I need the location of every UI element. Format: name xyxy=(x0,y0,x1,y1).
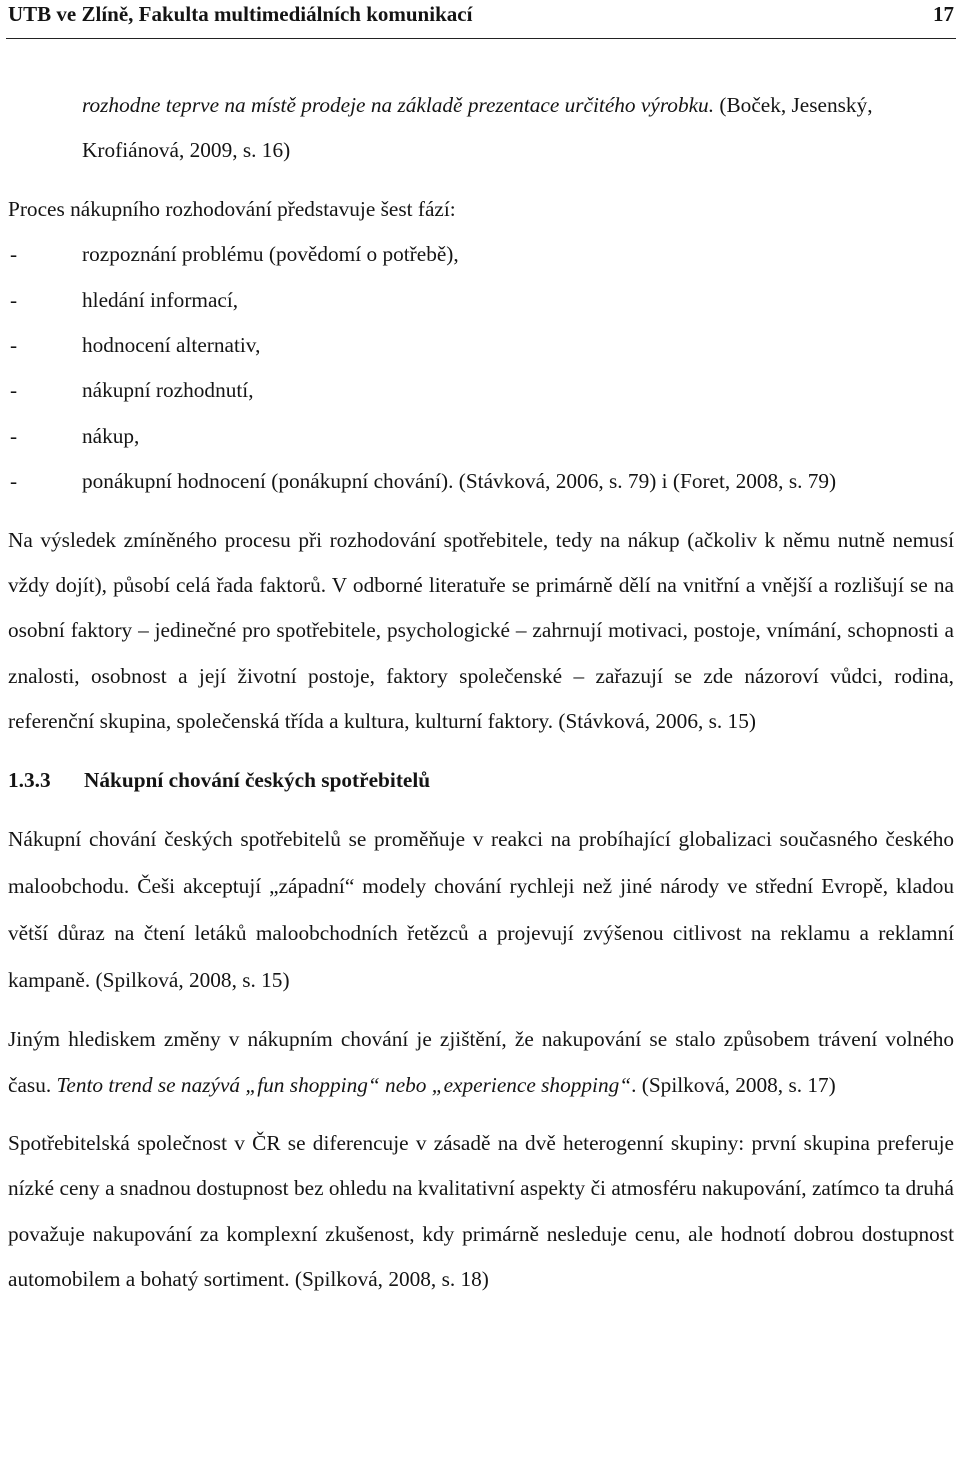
list-item-text: nákupní rozhodnutí, xyxy=(82,378,254,403)
intro-italic-text: rozhodne teprve na místě prodeje na základě prezentace určitého výrobku. xyxy=(82,93,715,117)
page-header xyxy=(6,0,956,39)
page-number: 17 xyxy=(933,2,954,26)
list-item xyxy=(8,323,954,368)
czech-consumers-paragraph: Nákupní chování českých spotřebitelů se proměňuje v reakci na probíhající globalizaci současného českého maloobchodu. Češi akceptují „západní“ modely chování rychleji než jiné národy ve střední Evropě, kladou větší důraz na čtení letáků maloobchodních řetězců a projevují zvýšenou citlivost na reklamu a reklamní kampaně. (Spilková, 2008, s. 15) xyxy=(8,827,954,993)
dash-bullet: - xyxy=(10,423,18,448)
process-intro: Proces nákupního rozhodování představuje šest fází: xyxy=(8,196,456,221)
list-item xyxy=(8,232,954,277)
list-item-text: nákup, xyxy=(82,423,140,448)
dash-bullet: - xyxy=(10,333,18,358)
society-paragraph: Spotřebitelská společnost v ČR se diferencuje v zásadě na dvě heterogenní skupiny: první skupina preferuje nízké ceny a snadnou dostupnost bez ohledu na kvalitativní aspekty či atmosféru nakupování, zatímco ta druhá považuje nakupování za komplexní zkušenost, kdy primárně nesleduje cenu, ale hodnotí dobrou dostupnost automobilem a bohatý sortiment. (Spilková, 2008, s. 18) xyxy=(8,1130,954,1292)
list-item-text: hledání informací, xyxy=(82,287,239,312)
list-item xyxy=(8,368,954,413)
section-title: Nákupní chování českých spotřebitelů xyxy=(84,767,431,792)
list-item-text: ponákupní hodnocení (ponákupní chování). (Stávková, 2006, s. 79) i (Foret, 2008, s. 79) xyxy=(82,469,837,494)
leisure-citation: . (Spilková, 2008, s. 17) xyxy=(631,1072,836,1097)
list-item-text: hodnocení alternativ, xyxy=(82,333,261,358)
header-title: UTB ve Zlíně, Fakulta multimediálních komunikací xyxy=(8,2,473,26)
page-body xyxy=(8,83,954,1303)
intro-citation: (Boček, Jesenský, Krofiánová, 2009, s. 16) xyxy=(82,93,873,163)
dash-bullet: - xyxy=(10,378,18,403)
leisure-text-start: Jiným hlediskem změny v nákupním chování je zjištění, že nakupování se stalo způsobem trávení volného času. xyxy=(8,1027,954,1097)
intro-paragraph xyxy=(8,83,954,174)
factors-paragraph: Na výsledek zmíněného procesu při rozhodování spotřebitele, tedy na nákup (ačkoliv k němu nutně nemusí vždy dojít), působí celá řada faktorů. V odborné literatuře se primárně dělí na vnitřní a vnější a rozlišují se na osobní faktory – jedinečné pro spotřebitele, psychologické – zahrnují motivaci, postoje, vnímání, schopnosti a znalosti, osobnost a její životní postoje, faktory společenské – zařazují se zde názoroví vůdci, rodina, referenční skupina, společenská třída a kultura, kulturní faktory. (Stávková, 2006, s. 15) xyxy=(8,527,954,734)
list-item xyxy=(8,459,954,504)
list-item xyxy=(8,414,954,459)
section-heading xyxy=(8,758,954,803)
dash-bullet: - xyxy=(10,287,18,312)
process-phase-list xyxy=(8,232,954,504)
list-item xyxy=(8,278,954,323)
section-number: 1.3.3 xyxy=(8,767,51,792)
leisure-italic-text: Tento trend se nazývá „fun shopping“ nebo „experience shopping“ xyxy=(56,1072,632,1097)
leisure-paragraph xyxy=(8,1017,954,1108)
dash-bullet: - xyxy=(10,242,18,267)
dash-bullet: - xyxy=(10,469,18,494)
list-item-text: rozpoznání problému (povědomí o potřebě), xyxy=(82,242,459,267)
